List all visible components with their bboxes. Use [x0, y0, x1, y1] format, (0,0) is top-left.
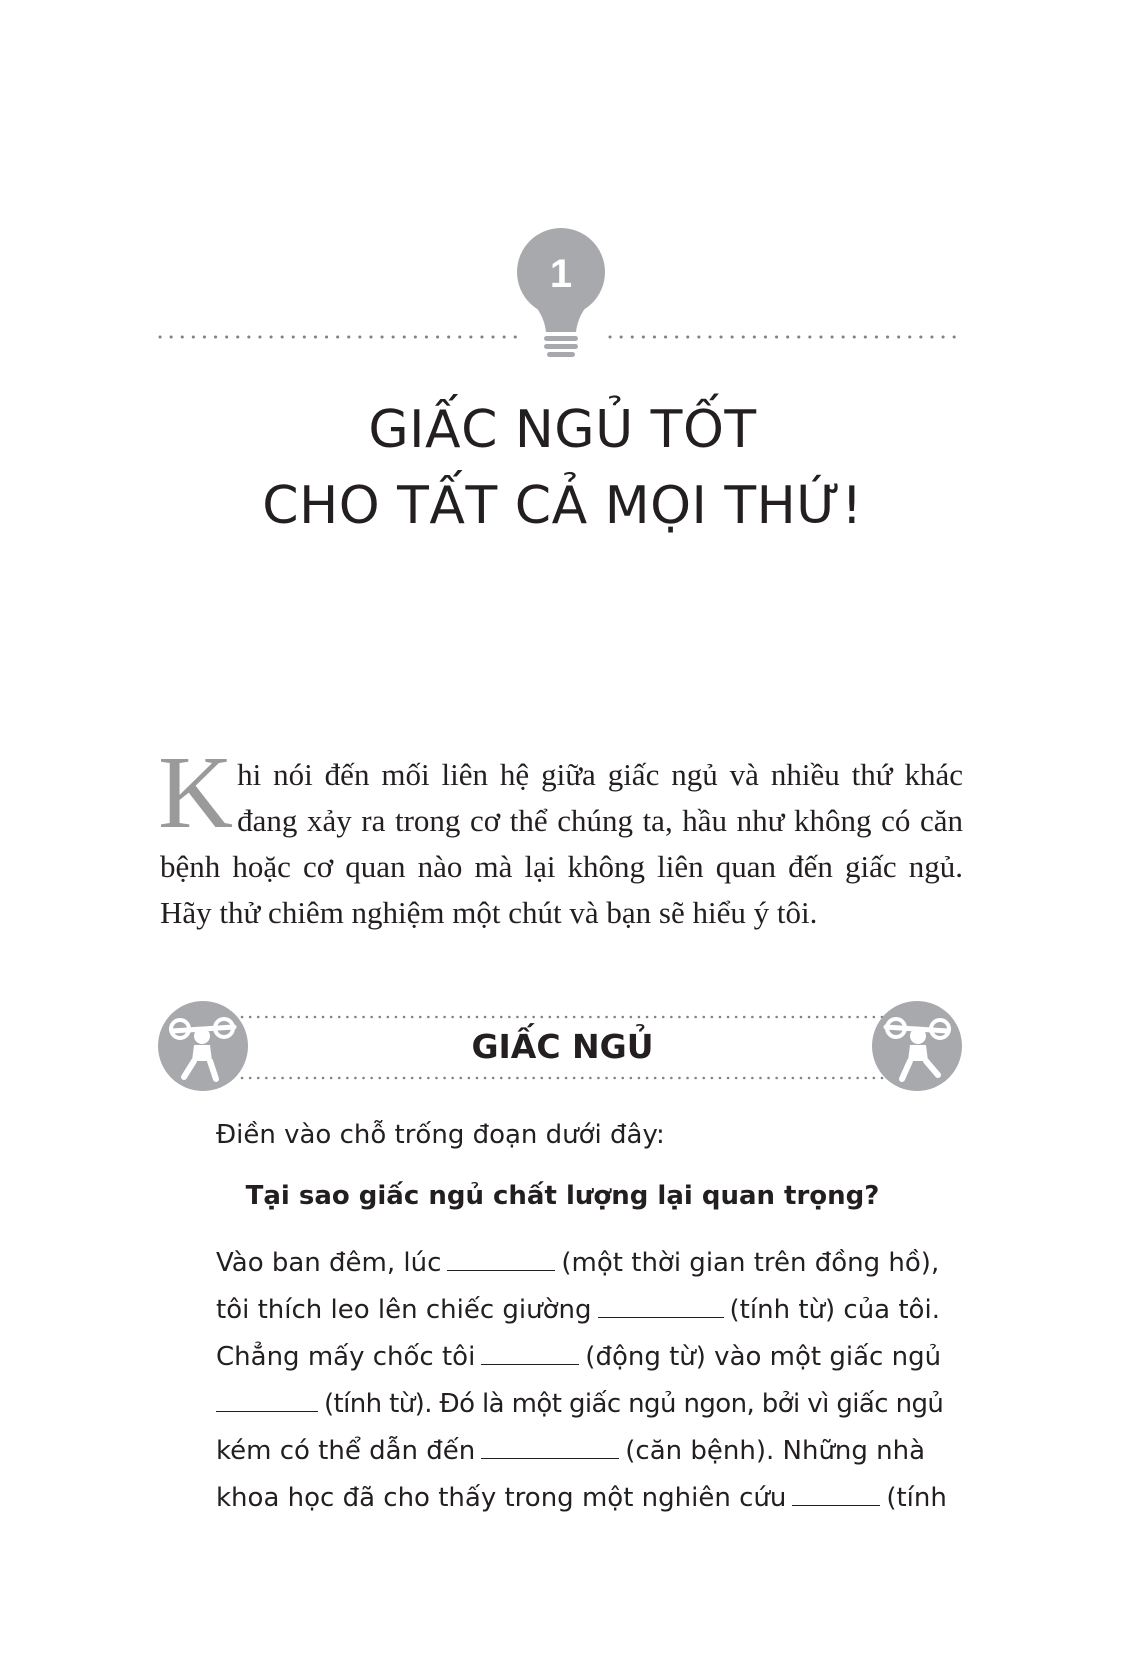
exercise-instruction: Điền vào chỗ trống đoạn dưới đây: [216, 1120, 665, 1150]
chapter-title-line-1: GIẤC NGỦ TỐT [368, 400, 757, 460]
fill-in-passage [216, 1240, 947, 1522]
answer-blank[interactable] [216, 1385, 318, 1412]
answer-blank[interactable] [598, 1291, 724, 1318]
section-dotted-divider-top [240, 1015, 885, 1019]
passage-line: Chẳng mấy chốc tôi (động từ) vào một giấc ngủ [216, 1334, 906, 1381]
chapter-dotted-divider [158, 335, 966, 339]
passage-line: tôi thích leo lên chiếc giường (tính từ) của tôi. [216, 1287, 906, 1334]
answer-blank[interactable] [481, 1338, 579, 1365]
passage-line: (tính từ). Đó là một giấc ngủ ngon, bởi vì giấc ngủ [216, 1381, 906, 1428]
intro-text: hi nói đến mối liên hệ giữa giấc ngủ và nhiều thứ khác đang xảy ra trong cơ thể chúng ta, hầu như không có căn bệnh hoặc cơ quan nào mà lại không liên quan đến giấc ngủ. Hãy thử chiêm nghiệm một chút và bạn sẽ hiểu ý tôi. [160, 757, 963, 930]
section-title: GIẤC NGỦ [471, 1027, 654, 1066]
chapter-number: 1 [549, 252, 573, 296]
section-dotted-divider-bottom [240, 1076, 885, 1080]
answer-blank[interactable] [792, 1479, 880, 1506]
exercise-question: Tại sao giấc ngủ chất lượng lại quan trọng? [245, 1181, 880, 1211]
answer-blank[interactable] [481, 1432, 619, 1459]
chapter-title [0, 392, 1125, 544]
chapter-title-line-2: CHO TẤT CẢ MỌI THỨ! [262, 476, 863, 536]
answer-blank[interactable] [447, 1244, 555, 1271]
intro-paragraph [158, 735, 963, 936]
drop-cap: K [158, 735, 234, 850]
passage-line: khoa học đã cho thấy trong một nghiên cứu (tính [216, 1475, 906, 1522]
passage-line: Vào ban đêm, lúc (một thời gian trên đồng hồ), [216, 1240, 906, 1287]
passage-line: kém có thể dẫn đến (căn bệnh). Những nhà [216, 1428, 906, 1475]
